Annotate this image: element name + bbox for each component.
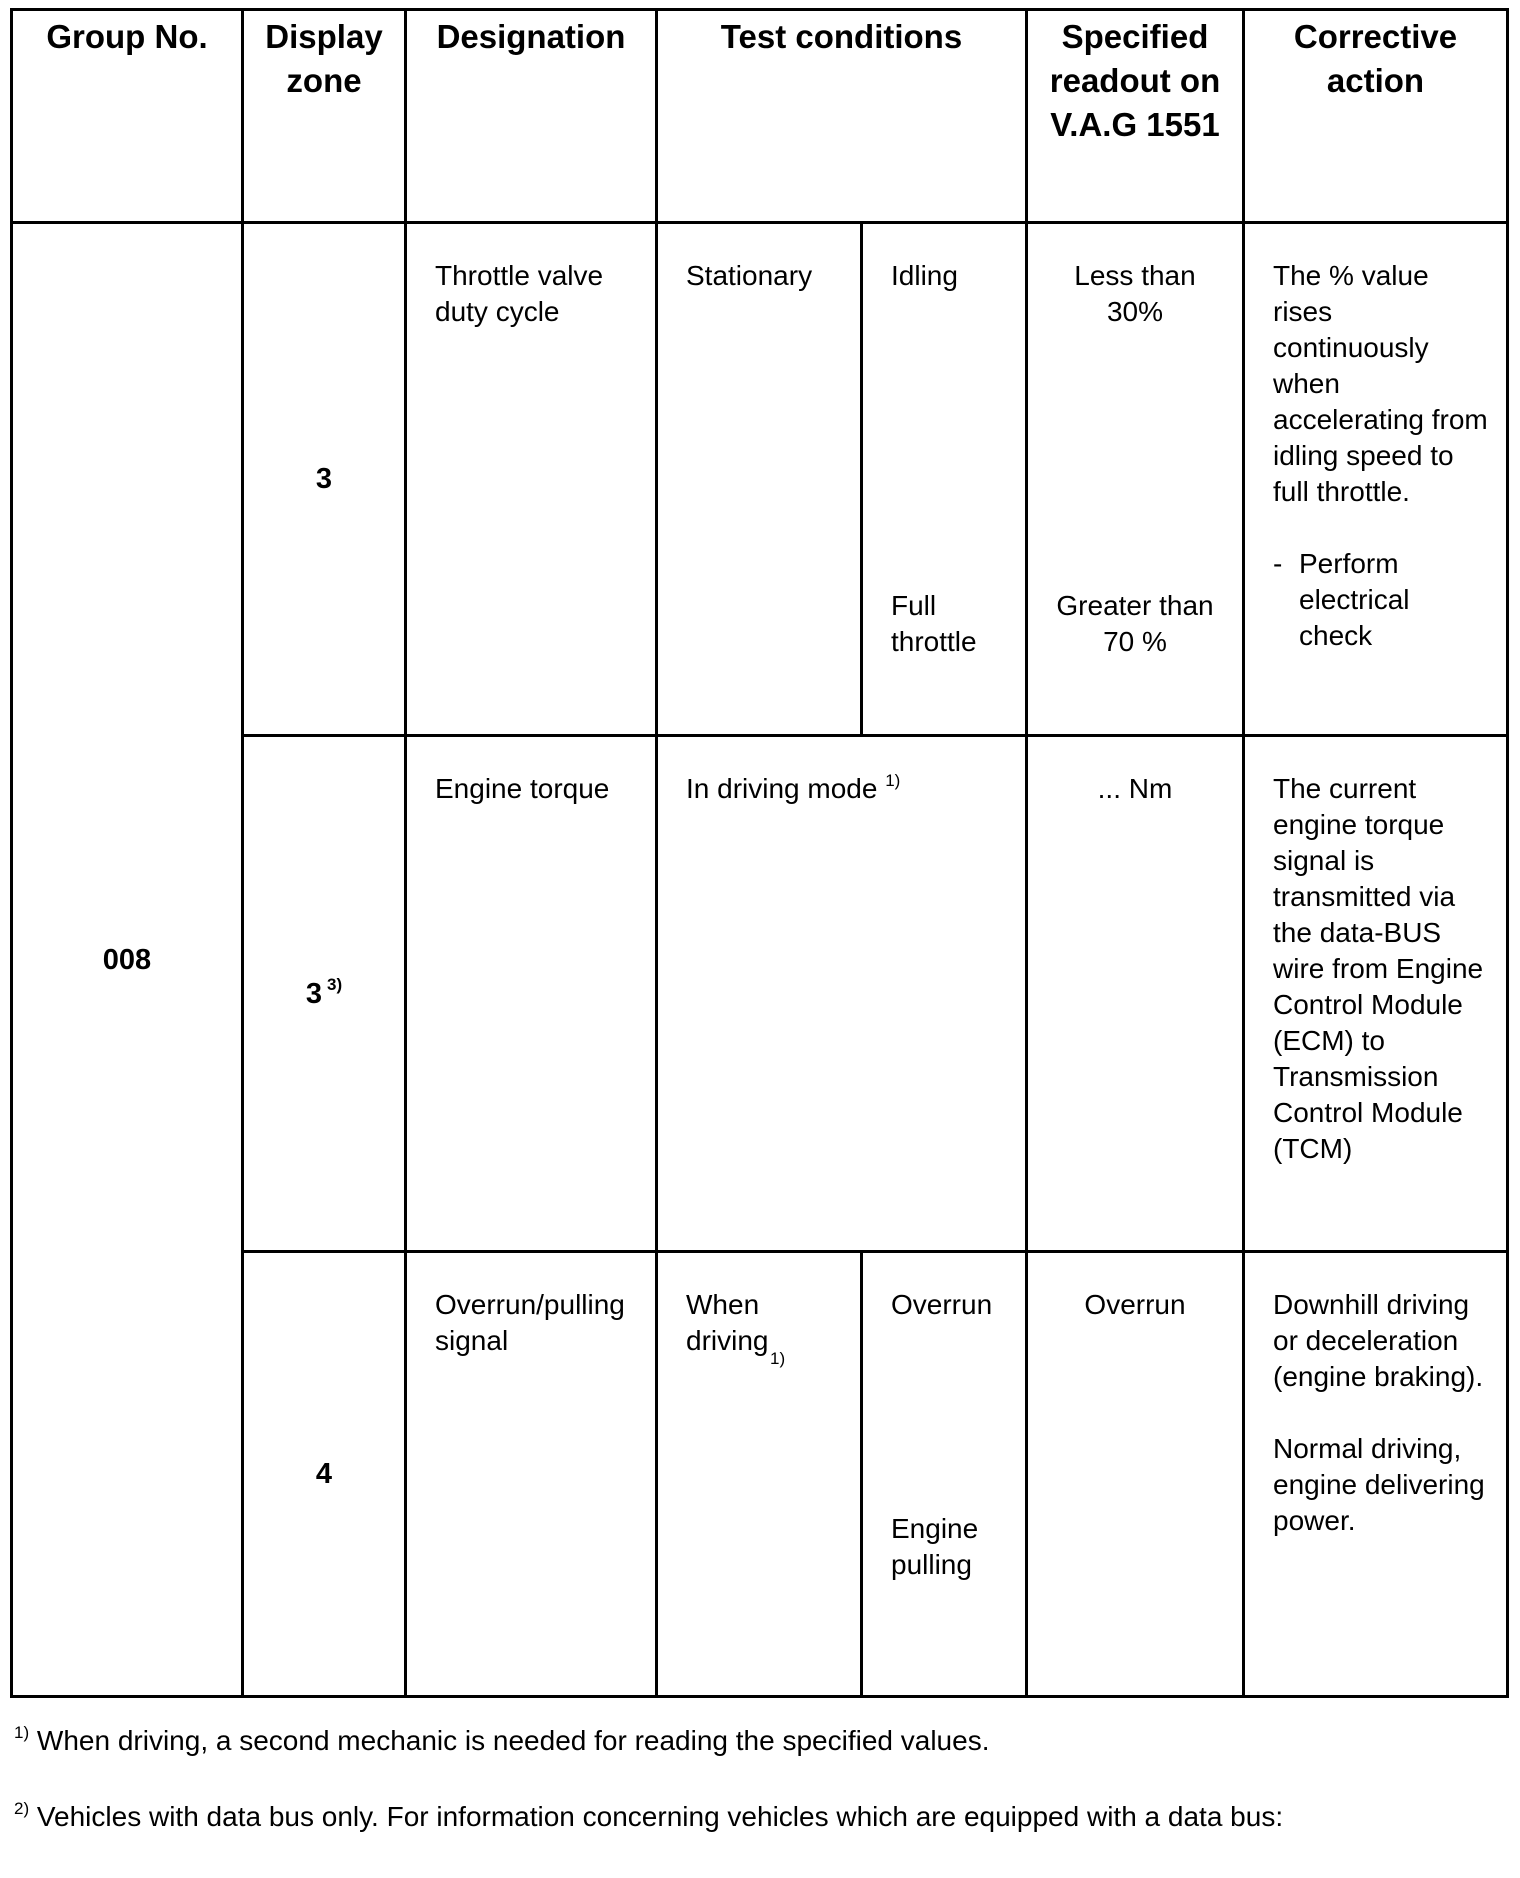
group-number-cell [12,223,243,1697]
footnote-text: When driving, a second mechanic is needed for reading the specified values. [36,1725,990,1756]
test-condition-cell [657,736,1027,1252]
subcondition-full-throttle: Full throttle [891,590,977,657]
subcondition-idling: Idling [891,260,958,291]
test-subcondition-cell [862,1252,1027,1697]
specified-readout-cell [1027,223,1244,736]
step-text: Perform electrical check [1299,548,1410,651]
corrective-action-step [1273,546,1488,654]
readout-full-throttle: Greater than 70 % [1056,590,1214,657]
designation-cell: Engine torque [406,736,657,1252]
test-condition-text: In driving mode [686,773,878,804]
display-zone: 4 [315,1458,333,1490]
test-subcondition-cell [862,223,1027,736]
step-dash: - [1273,548,1283,579]
display-zone-cell [243,736,406,1252]
display-zone-cell [243,1252,406,1697]
header-specified-readout: Specified readout on V.A.G 1551 [1027,10,1244,223]
header-row [12,10,1508,223]
footnote-1 [14,1722,1414,1760]
footnotes [14,1722,1414,1874]
footnote-mark: 2) [14,1798,30,1818]
group-number: 008 [102,943,152,976]
test-condition-cell [657,1252,862,1697]
corrective-action-cell [1244,1252,1508,1697]
header-designation: Designation [406,10,657,223]
header-display-zone: Display zone [243,10,406,223]
subcondition-engine-pulling: Engine pulling [891,1513,979,1580]
zone-footnote-mark: 3) [327,974,343,994]
condition-footnote-mark: 1) [885,770,901,790]
test-condition-text: When driving [686,1289,769,1356]
table-row [12,223,1508,736]
condition-footnote-mark: 1) [770,1348,786,1368]
header-test-conditions: Test conditions [657,10,1027,223]
header-corrective-action: Corrective action [1244,10,1508,223]
display-zone-cell [243,223,406,736]
corrective-action-cell: The current engine torque signal is transmitted via the data-BUS wire from Engine Control Module (ECM) to Transmission Control Module (TCM) [1244,736,1508,1252]
test-condition-cell: Stationary [657,223,862,736]
subcondition-overrun: Overrun [891,1289,993,1320]
readout-idling: Less than 30% [1074,260,1196,327]
designation-cell: Throttle valve duty cycle [406,223,657,736]
display-zone: 3 [315,463,333,495]
corrective-action-text: The % value rises continuously when accelerating from idling speed to full throttle. [1273,260,1488,507]
footnote-mark: 1) [14,1722,30,1742]
display-zone: 3 [305,977,322,1010]
corrective-action-overrun: Downhill driving or deceleration (engine braking). [1273,1289,1484,1392]
footnote-2 [14,1798,1414,1836]
corrective-action-pulling: Normal driving, engine delivering power. [1273,1433,1485,1536]
specified-readout-cell: Overrun [1027,1252,1244,1697]
designation-cell: Overrun/pulling signal [406,1252,657,1697]
footnote-text: Vehicles with data bus only. For information concerning vehicles which are equipped with a data bus: [36,1801,1284,1832]
measured-value-table [10,8,1509,1698]
corrective-action-cell [1244,223,1508,736]
header-group-no: Group No. [12,10,243,223]
specified-readout-cell: ... Nm [1027,736,1244,1252]
